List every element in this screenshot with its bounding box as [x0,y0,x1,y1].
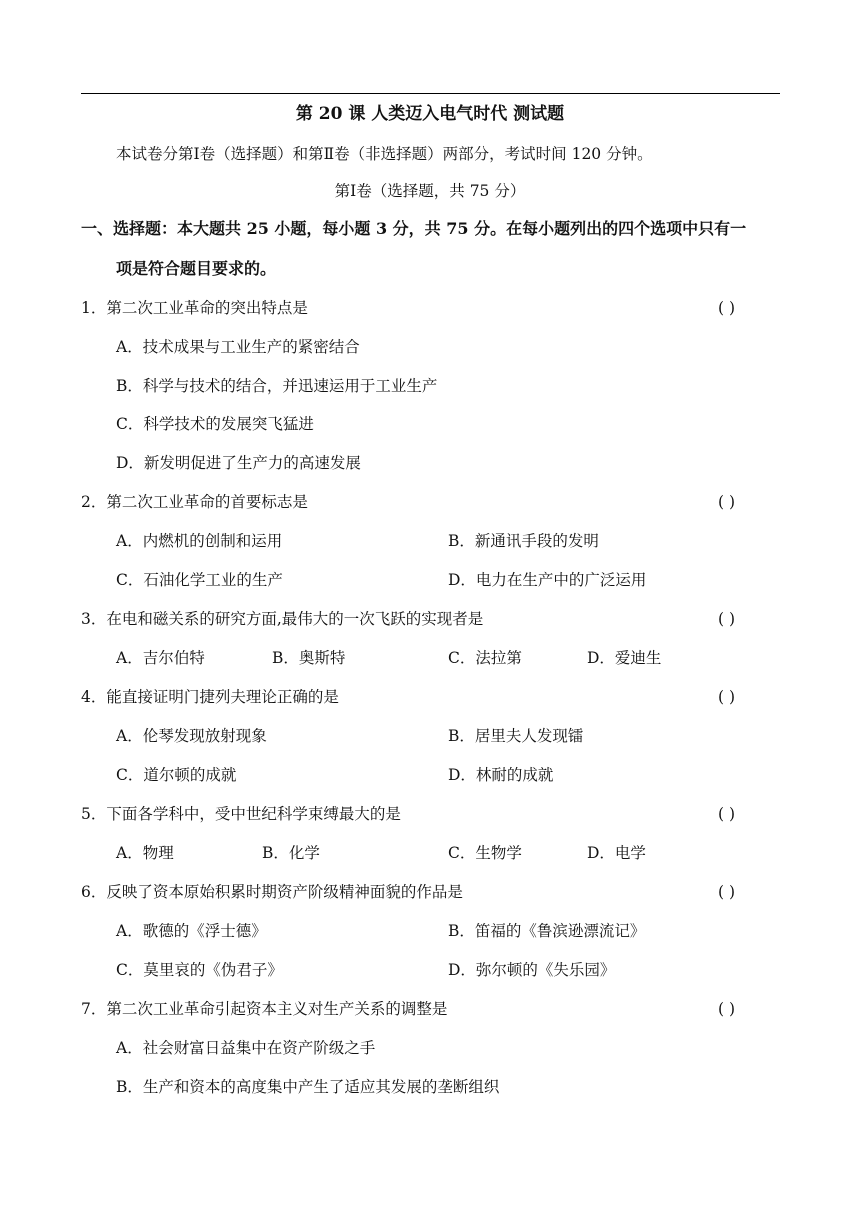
option: A．歌德的《浮士德》 [116,922,267,940]
part-heading: 第Ⅰ卷（选择题，共 75 分） [334,182,526,200]
option: D．林耐的成就 [448,766,554,784]
option: C．石油化学工业的生产 [116,571,283,589]
option: B．居里夫人发现镭 [448,727,584,745]
option: D．新发明促进了生产力的高速发展 [116,454,361,472]
question-stem: 4．能直接证明门捷列夫理论正确的是 [81,688,339,706]
answer-paren: ( ) [718,883,736,901]
option: A．物理 [116,844,174,862]
exam-intro: 本试卷分第Ⅰ卷（选择题）和第Ⅱ卷（非选择题）两部分，考试时间 120 分钟。 [116,145,653,163]
option: A．伦琴发现放射现象 [116,727,267,745]
option: A．吉尔伯特 [116,649,205,667]
header-rule [81,93,780,94]
option: A．内燃机的创制和运用 [116,532,283,550]
question-stem: 6．反映了资本原始积累时期资产阶级精神面貌的作品是 [81,883,463,901]
section-heading-cont: 项是符合题目要求的。 [116,259,277,278]
question-stem: 7．第二次工业革命引起资本主义对生产关系的调整是 [81,1000,448,1018]
option: C．莫里哀的《伪君子》 [116,961,283,979]
answer-paren: ( ) [718,805,736,823]
option: B．新通讯手段的发明 [448,532,599,550]
option: B．化学 [262,844,320,862]
option: A．社会财富日益集中在资产阶级之手 [116,1039,376,1057]
option: C．科学技术的发展突飞猛进 [116,415,314,433]
question-stem: 3．在电和磁关系的研究方面,最伟大的一次飞跃的实现者是 [81,610,484,628]
option: C．生物学 [448,844,522,862]
option: B．生产和资本的高度集中产生了适应其发展的垄断组织 [116,1078,500,1096]
option: B．科学与技术的结合，并迅速运用于工业生产 [116,377,438,395]
option: C．法拉第 [448,649,522,667]
answer-paren: ( ) [718,1000,736,1018]
question-stem: 5．下面各学科中，受中世纪科学束缚最大的是 [81,805,401,823]
answer-paren: ( ) [718,493,736,511]
option: B．奥斯特 [272,649,346,667]
option: D．电学 [587,844,646,862]
section-heading: 一、选择题：本大题共 25 小题，每小题 3 分，共 75 分。在每小题列出的四个选项中只有一 [81,219,747,238]
option: D．电力在生产中的广泛运用 [448,571,647,589]
option: D．弥尔顿的《失乐园》 [448,961,616,979]
option: D．爱迪生 [587,649,662,667]
option: B．笛福的《鲁滨逊漂流记》 [448,922,646,940]
option: C．道尔顿的成就 [116,766,237,784]
page-title: 第 20 课 人类迈入电气时代 测试题 [295,104,565,124]
answer-paren: ( ) [718,610,736,628]
option: A．技术成果与工业生产的紧密结合 [116,338,360,356]
answer-paren: ( ) [718,299,736,317]
question-stem: 1．第二次工业革命的突出特点是 [81,299,308,317]
question-stem: 2．第二次工业革命的首要标志是 [81,493,308,511]
answer-paren: ( ) [718,688,736,706]
